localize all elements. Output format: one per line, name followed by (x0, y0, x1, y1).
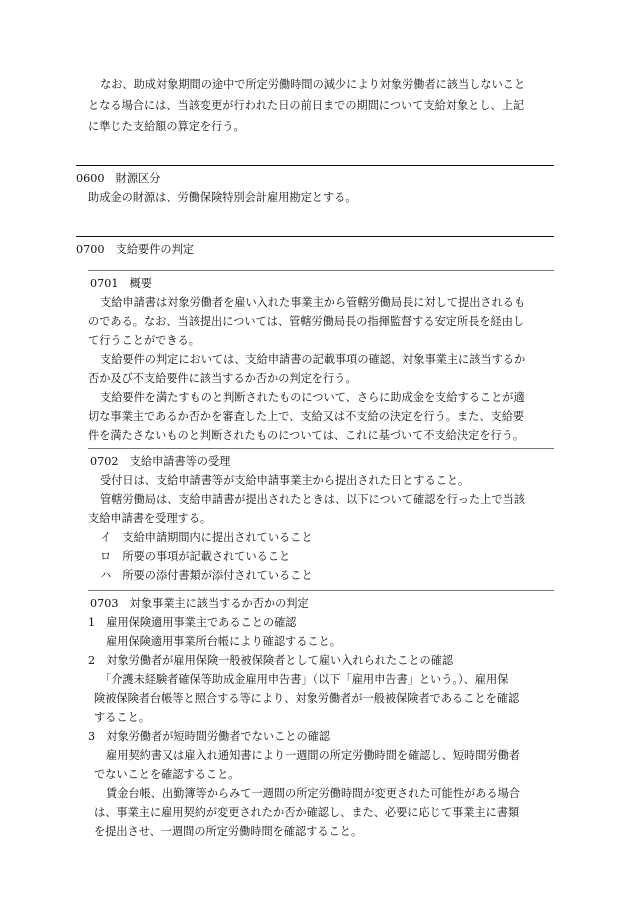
s0701-line-7: 切な事業主であるか否かを審査した上で、支給又は不支給の決定を行う。また、支給要 (88, 410, 525, 423)
s0701-line-5: 否か及び不支給要件に該当するか否かの判定を行う。 (88, 372, 357, 385)
s0701-line-1: 支給申請書は対象労働者を雇い入れた事業主から管轄労働局長に対して提出されるも (100, 296, 526, 309)
intro-line-1: なお、助成対象期間の途中で所定労働時間の減少により対象労働者に該当しないこと (100, 78, 526, 91)
s0701-line-6: 支給要件を満たすものと判断されたものについて、さらに助成金を支給することが適 (100, 391, 525, 404)
s0702-item-ro: ロ 所要の事項が記載されていること (100, 550, 291, 563)
s0701-line-2: のである。なお、当該提出については、管轄労働局長の指揮監督する安定所長を経由し (88, 315, 525, 328)
s0703-line-4: 「介護未経験者確保等助成金雇用申告書」（以下「雇用申告書」という。）、雇用保 (100, 673, 509, 686)
section-0700-heading: 0700 支給要件の判定 (76, 243, 194, 256)
section-divider-0600 (76, 165, 554, 166)
s0703-line-11: は、事業主に雇用契約が変更されたか否か確認し、また、必要に応じて事業主に書類 (94, 806, 520, 819)
section-0600-heading: 0600 財源区分 (76, 172, 161, 185)
intro-line-2: となる場合には、当該変更が行われた日の前日までの期間について支給対象とし、上記 (88, 99, 525, 112)
intro-line-3: に準じた支給額の算定を行う。 (88, 120, 245, 133)
s0703-line-2: 雇用保険適用事業所台帳により確認すること。 (106, 635, 341, 648)
s0701-line-8: 件を満たさないものと判断されたものについては、これに基づいて不支給決定を行う。 (88, 429, 525, 442)
subsection-0701-heading: 0701 概要 (90, 277, 153, 290)
s0703-line-5: 険被保険者台帳等と照合する等により、対象労働者が一般被保険者であることを確認 (94, 692, 520, 705)
s0703-line-6: すること。 (94, 711, 150, 724)
s0702-item-i: イ 支給申請期間内に提出されていること (100, 531, 313, 544)
subsection-divider-0703 (88, 590, 554, 591)
subsection-divider-0701 (88, 270, 554, 271)
s0702-line-1: 受付日は、支給申請書等が支給申請事業主から提出された日とすること。 (100, 474, 470, 487)
s0703-item-1: 1 雇用保険適用事業主であることの確認 (88, 616, 297, 629)
s0703-item-3: 3 対象労働者が短時間労働者でないことの確認 (88, 730, 331, 743)
subsection-divider-0702 (88, 448, 554, 449)
s0703-line-9: でないことを確認すること。 (94, 768, 240, 781)
section-0600-body: 助成金の財源は、労働保険特別会計雇用勘定とする。 (88, 191, 357, 204)
s0701-line-4: 支給要件の判定においては、支給申請書の記載事項の確認、対象事業主に該当するか (100, 353, 526, 366)
s0701-line-3: て行うことができる。 (88, 334, 200, 347)
subsection-0703-heading: 0703 対象事業主に該当するか否かの判定 (90, 597, 309, 610)
s0702-line-2: 管轄労働局は、支給申請書が提出されたときは、以下について確認を行った上で当該 (100, 493, 525, 506)
s0703-line-8: 雇用契約書又は雇入れ通知書により一週間の所定労働時間を確認し、短時間労働者 (106, 749, 520, 762)
s0702-item-ha: ハ 所要の添付書類が添付されていること (100, 569, 313, 582)
s0702-line-3: 支給申請書を受理する。 (88, 512, 212, 525)
s0703-line-10: 賃金台帳、出勤簿等からみて一週間の所定労働時間が変更された可能性がある場合 (106, 787, 520, 800)
s0703-item-2: 2 対象労働者が雇用保険一般被保険者として雇い入れられたことの確認 (88, 654, 454, 667)
subsection-0702-heading: 0702 支給申請書等の受理 (90, 455, 231, 468)
section-divider-0700 (76, 236, 554, 237)
s0703-line-12: を提出させ、一週間の所定労働時間を確認すること。 (94, 825, 363, 838)
